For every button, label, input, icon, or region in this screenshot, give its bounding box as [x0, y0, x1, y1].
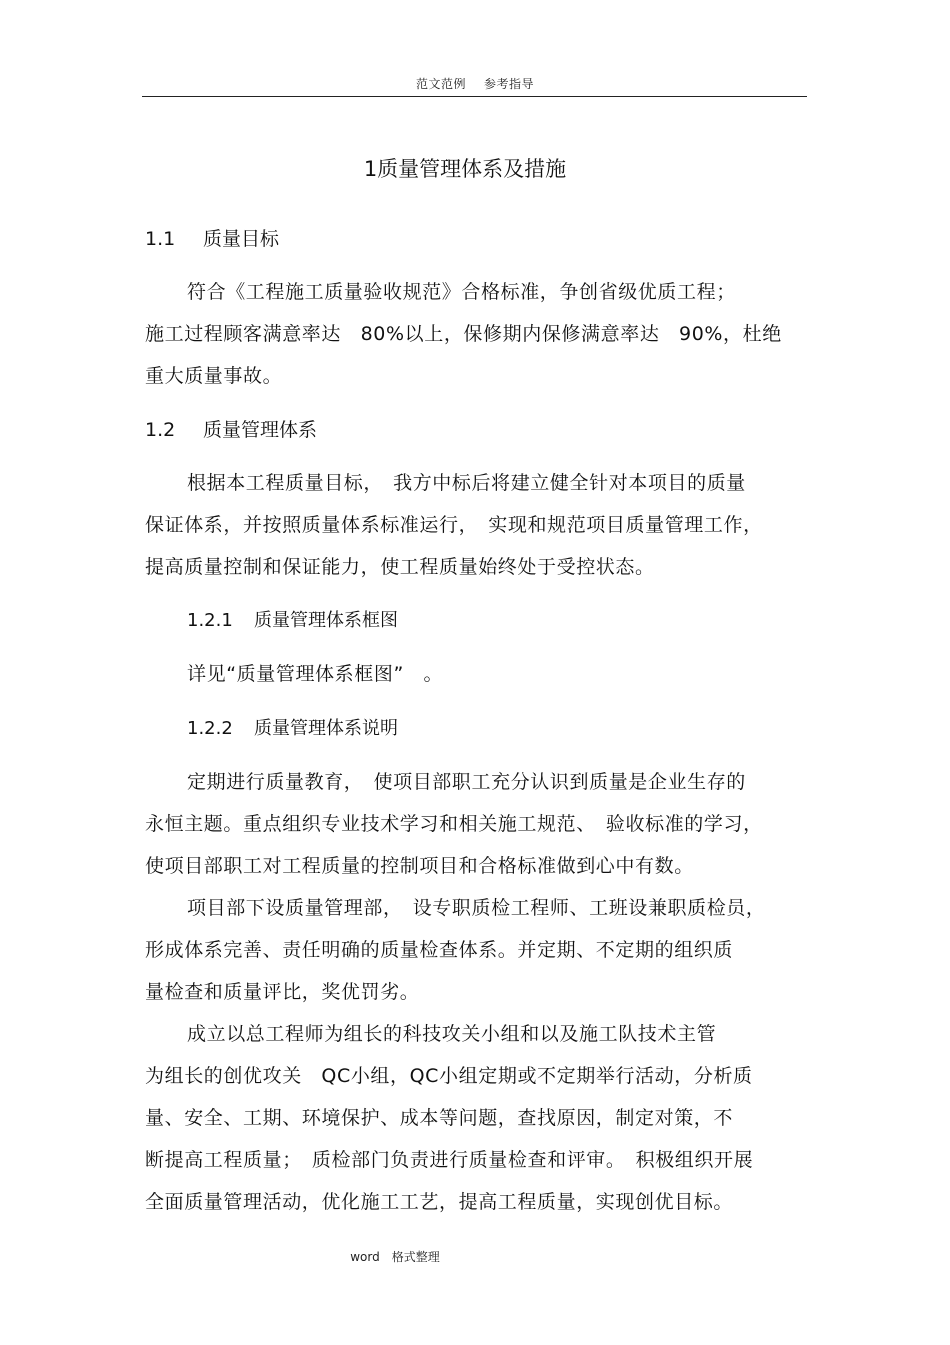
paragraph-line: 使项目部职工对工程质量的控制项目和合格标准做到心中有数。: [145, 855, 694, 877]
paragraph-line: 重大质量事故。: [145, 365, 283, 387]
section-number: 1.2: [145, 419, 176, 441]
section-label: 质量管理体系: [203, 419, 318, 441]
paragraph-line: 详见“质量管理体系框图” 。: [187, 663, 444, 685]
footer-left: word: [350, 1250, 380, 1264]
paragraph-line: 成立以总工程师为组长的科技攻关小组和以及施工队技术主管: [187, 1023, 717, 1045]
paragraph-line: 保证体系，并按照质量体系标准运行， 实现和规范项目质量管理工作，: [145, 514, 763, 536]
document-title: 1质量管理体系及措施: [363, 157, 567, 181]
section-label: 质量管理体系说明: [254, 718, 398, 739]
header-rule: [142, 96, 807, 97]
footer-right: 格式整理: [391, 1250, 440, 1264]
section-number: 1.2.1: [187, 610, 233, 631]
section-heading-1-2-1: [187, 606, 398, 632]
section-heading-1-1: [145, 224, 279, 251]
section-number: 1.2.2: [187, 718, 233, 739]
paragraph-line: 量、安全、工期、环境保护、成本等问题，查找原因，制定对策，不: [145, 1107, 734, 1129]
paragraph-line: 符合《工程施工质量验收规范》合格标准，争创省级优质工程；: [187, 281, 736, 303]
paragraph-line: 断提高工程质量； 质检部门负责进行质量检查和评审。 积极组织开展: [145, 1149, 754, 1171]
page-footer: [0, 1248, 790, 1265]
header-left: 范文范例: [415, 77, 466, 91]
paragraph-line: 形成体系完善、责任明确的质量检查体系。并定期、不定期的组织质: [145, 939, 734, 961]
page-header: [0, 75, 950, 92]
section-label: 质量管理体系框图: [254, 610, 398, 631]
section-heading-1-2: [145, 415, 317, 442]
paragraph-line: 项目部下设质量管理部， 设专职质检工程师、工班设兼职质检员，: [187, 897, 766, 919]
paragraph-line: 为组长的创优攻关 QC小组，QC小组定期或不定期举行活动，分析质: [145, 1065, 753, 1087]
paragraph-line: 量检查和质量评比，奖优罚劣。: [145, 981, 420, 1003]
section-label: 质量目标: [203, 228, 280, 250]
paragraph-line: 全面质量管理活动，优化施工工艺，提高工程质量，实现创优目标。: [145, 1191, 734, 1213]
paragraph-line: 永恒主题。重点组织专业技术学习和相关施工规范、 验收标准的学习，: [145, 813, 763, 835]
section-heading-1-2-2: [187, 714, 398, 740]
header-right: 参考指导: [484, 77, 535, 91]
section-number: 1.1: [145, 228, 176, 250]
paragraph-line: 施工过程顾客满意率达 80%以上，保修期内保修满意率达 90%，杜绝: [145, 323, 782, 345]
paragraph-line: 根据本工程质量目标， 我方中标后将建立健全针对本项目的质量: [187, 472, 746, 494]
paragraph-line: 提高质量控制和保证能力，使工程质量始终处于受控状态。: [145, 556, 655, 578]
paragraph-line: 定期进行质量教育， 使项目部职工充分认识到质量是企业生存的: [187, 771, 746, 793]
